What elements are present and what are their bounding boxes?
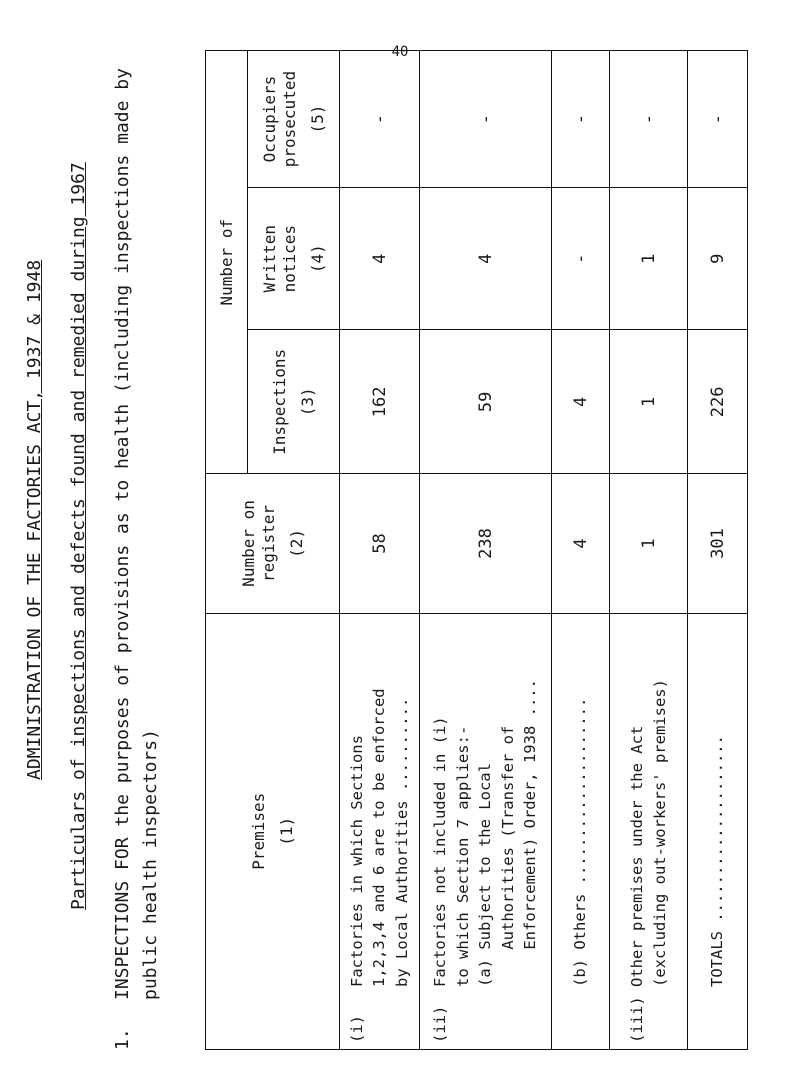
inspections-cell: 226 [688,330,748,474]
section-number: 1. [112,1028,133,1050]
inspections-cell: 59 [420,330,552,474]
register-cell: 4 [552,474,610,613]
header-prosecuted-num: (5) [307,104,327,134]
inspections-cell: 1 [610,330,688,474]
register-cell: 238 [420,474,552,613]
page-number: 40 [391,44,409,60]
header-register [206,474,340,613]
section-text-line2: public health inspectors) [140,729,161,1000]
header-prosecuted [248,51,340,188]
header-register-num: (2) [286,529,306,558]
header-notices-num: (4) [307,244,327,274]
header-register-label: Number on register [238,500,278,587]
premises-cell: (iii) Other premises under the Act (excluding out-workers' premises) [610,613,688,1049]
header-premises-label: Premises [248,792,268,870]
prosecuted-cell: - [610,51,688,188]
inspections-cell: 162 [340,330,420,474]
notices-cell: 4 [420,188,552,330]
notices-cell: 4 [340,188,420,330]
prosecuted-cell: - [688,51,748,188]
header-premises-num: (1) [276,816,296,846]
notices-cell: - [552,188,610,330]
rotated-page [0,40,800,1080]
section-text-line1: INSPECTIONS FOR the purposes of provisions as to health (including inspections made by [112,68,133,1000]
table-row [688,51,748,1050]
prosecuted-cell: - [552,51,610,188]
header-inspections-num: (3) [297,387,317,417]
header-inspections [248,330,340,474]
table-row [552,51,610,1050]
header-notices [248,188,340,330]
table-row [340,51,420,1050]
document-title: ADMINISTRATION OF THE FACTORIES ACT, 1937 & 1948 [24,259,45,780]
prosecuted-cell: - [340,51,420,188]
prosecuted-cell: - [420,51,552,188]
register-cell: 301 [688,474,748,613]
document-subtitle: Particulars of inspections and defects found and remedied during 1967 [68,162,89,910]
premises-cell: (i) Factories in which Sections 1,2,3,4 and 6 are to be enforced by Local Authorities .......... [340,613,420,1049]
inspections-cell: 4 [552,330,610,474]
premises-cell: TOTALS .................... [688,613,748,1049]
register-cell: 1 [610,474,688,613]
premises-cell: (b) Others .................... [552,613,610,1049]
header-prosecuted-label: Occupiers prosecuted [259,70,299,168]
register-cell: 58 [340,474,420,613]
table-row [610,51,688,1050]
header-notices-label: Written notices [259,224,299,293]
premises-cell: (ii) Factories not included in (i) to which Section 7 applies:- (a) Subject to the Local Authorities (Transfer of Enforcement) Order, 1938 .... [420,613,552,1049]
header-inspections-label: Inspections [269,348,289,455]
header-number-of: Number of [206,51,248,474]
notices-cell: 9 [688,188,748,330]
notices-cell: 1 [610,188,688,330]
header-premises [206,613,340,1049]
inspections-table [205,50,748,1050]
table-row [420,51,552,1050]
